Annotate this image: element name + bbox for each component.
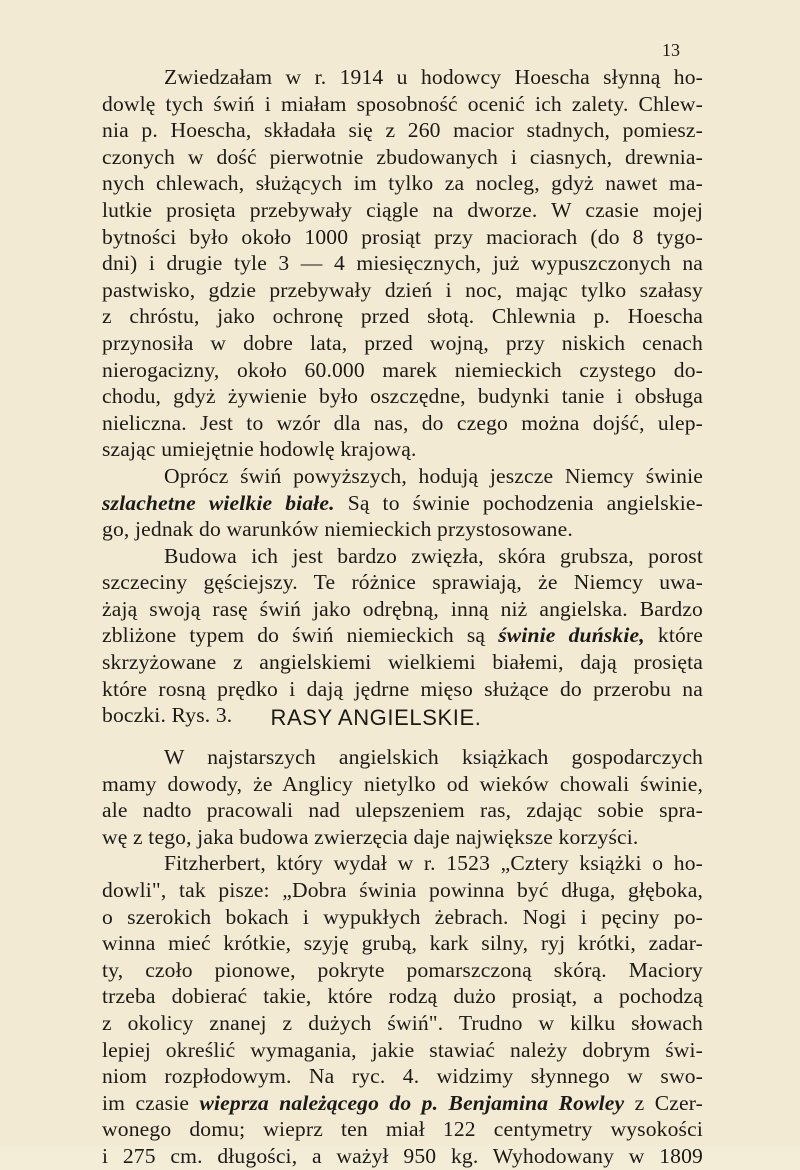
text-line: nia p. Hoescha, składała się z 260 macior stadnych, pomiesz- — [102, 118, 703, 143]
text-line: ty, czoło pionowe, pokryte pomarszczoną skórą. Maciory — [102, 957, 703, 982]
text-line: czonych w dość pierwotnie zbudowanych i ciasnych, drewnia- — [102, 144, 703, 169]
text-line: nierogacizny, około 60.000 marek niemieckich czystego do- — [102, 357, 703, 382]
text-line: im czasie wieprza należącego do p. Benjamina Rowley z Czer- — [102, 1090, 703, 1115]
text-line: szlachetne wielkie białe. Są to świnie pochodzenia angielskie- — [102, 490, 703, 515]
text-line: wę z tego, jaka budowa zwierzęcia daje największe korzyści. — [102, 824, 639, 849]
text-line: dni) i drugie tyle 3 — 4 miesięcznych, już wypuszczonych na — [102, 251, 703, 276]
text-line: go, jednak do warunków niemieckich przystosowane. — [102, 517, 573, 542]
text-line: trzeba dobierać takie, które rodzą dużo prosiąt, a pochodzą — [102, 984, 703, 1009]
text-line: Oprócz świń powyższych, hodują jeszcze Niemcy świnie — [164, 463, 703, 488]
text-line: przynosiła w dobre lata, przed wojną, przy niskich cenach — [102, 330, 703, 355]
section-heading-text: RASY ANGIELSKIE. — [270, 705, 482, 730]
paragraph — [40, 463, 703, 543]
text-line: zbliżone typem do świń niemieckich są świnie duńskie, które — [102, 623, 704, 648]
text-line: nych chlewach, służących im tylko za nocleg, gdyż nawet ma- — [102, 171, 703, 196]
text-line: W najstarszych angielskich książkach gospodarczych — [164, 745, 703, 769]
section-heading — [0, 705, 800, 731]
paragraph — [40, 64, 703, 463]
text-line: niom rozpłodowym. Na ryc. 4. widzimy słynnego w swo- — [102, 1064, 703, 1089]
body-text-section-2 — [40, 744, 703, 1170]
italic-phrase: świnie duńskie, — [498, 623, 645, 648]
text-line: winna mieć krótkie, szyję grubą, kark silny, ryj krótki, zadar- — [102, 931, 703, 956]
text-line: Zwiedzałam w r. 1914 u hodowcy Hoescha słynną ho- — [164, 65, 703, 89]
text-line: szając umiejętnie hodowlę krajową. — [102, 437, 417, 462]
text-line: żają swoją rasę świń jako odrębną, inną niż angielska. Bardzo — [102, 596, 703, 621]
paragraph — [40, 850, 703, 1169]
body-text-section-1 — [40, 64, 703, 729]
text-line: chodu, gdyż żywienie było oszczędne, budynki tanie i obsługa — [102, 384, 703, 409]
text-line: o szerokich bokach i wypukłych żebrach. Nogi i pęciny po- — [102, 904, 703, 929]
paragraph — [40, 744, 703, 850]
paragraph — [40, 543, 703, 729]
text-line: z okolicy znanej z dużych świń". Trudno w kilku słowach — [102, 1010, 703, 1035]
text-line: pastwisko, gdzie przebywały dzień i noc, mając tylko szałasy — [102, 277, 703, 302]
text-line: mamy dowody, że Anglicy nietylko od wieków chowali świnie, — [102, 771, 703, 796]
text-line: skrzyżowane z angielskiemi wielkiemi białemi, dają prosięta — [102, 650, 703, 675]
text-line: Fitzherbert, który wydał w r. 1523 „Cztery książki o ho- — [164, 851, 703, 876]
text-line: nieliczna. Jest to wzór dla nas, do czego można dojść, ulep- — [102, 410, 703, 435]
text-line: dowli", tak pisze: „Dobra świnia powinna być długa, głęboka, — [102, 877, 703, 902]
text-line: dowlę tych świń i miałam sposobność ocenić ich zalety. Chlew- — [102, 91, 703, 116]
text-line: i 275 cm. długości, a ważył 950 kg. Wyhodowany w 1809 — [102, 1143, 703, 1168]
text-line: Budowa ich jest bardzo zwięzła, skóra grubsza, porost — [164, 543, 703, 568]
page-number: 13 — [662, 40, 680, 60]
text-line: ale nadto pracowali nad ulepszeniem ras, zdając sobie spra- — [102, 798, 703, 823]
text-line: lutkie prosięta przebywały ciągle na dworze. W czasie mojej — [102, 197, 703, 222]
text-line: lepiej określić wymagania, jakie stawiać należy dobrym świ- — [102, 1037, 703, 1062]
text-line: z chróstu, jako ochronę przed słotą. Chlewnia p. Hoescha — [102, 304, 703, 329]
italic-phrase: szlachetne wielkie białe. — [102, 490, 335, 515]
text-line: bytności było około 1000 prosiąt przy maciorach (do 8 tygo- — [102, 224, 703, 249]
text-line: szczeciny gęściejszy. Te różnice sprawiają, że Niemcy uwa- — [102, 570, 703, 595]
italic-phrase: wieprza należącego do p. Benjamina Rowley — [199, 1090, 625, 1115]
text-line: które rosną prędko i dają jędrne mięso służące do przerobu na — [102, 676, 703, 701]
text-line: wonego domu; wieprz ten miał 122 centymetry wysokości — [102, 1117, 703, 1142]
text-line: boczki. Rys. 3. — [102, 703, 233, 728]
